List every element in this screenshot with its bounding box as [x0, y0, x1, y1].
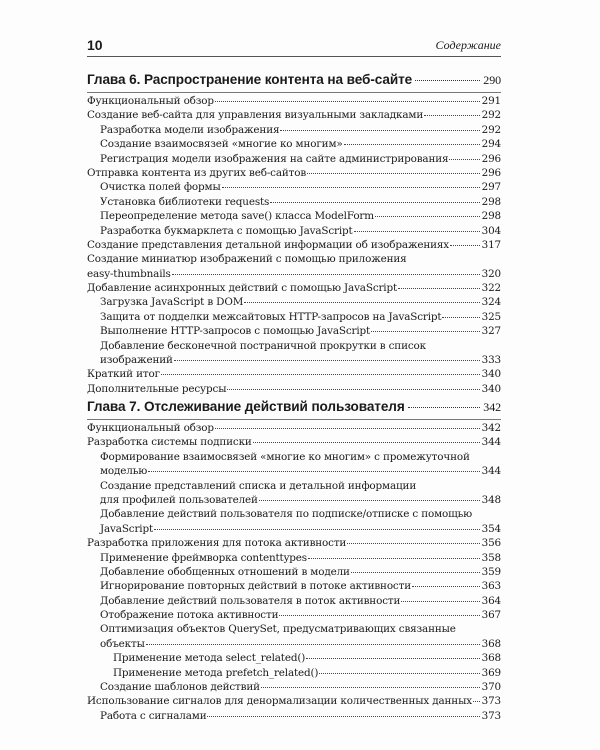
toc-entry	[87, 152, 501, 166]
toc-entry-page: 359	[481, 565, 501, 578]
chapter-rule	[87, 92, 501, 93]
toc-entry-page: 373	[481, 695, 501, 708]
leader-dots	[401, 601, 479, 602]
toc-entry-page: 294	[481, 138, 501, 151]
toc-entry-title: Отображение потока активности	[100, 609, 279, 622]
toc-entry-page: 292	[481, 123, 501, 136]
toc-entry-page: 358	[481, 551, 501, 564]
leader-dots	[408, 407, 481, 408]
toc-entry-page: 344	[481, 465, 501, 478]
toc-entry-title: Применение фреймворка contenttypes	[100, 551, 307, 564]
toc-entry-last-line	[87, 267, 501, 281]
toc-entry-title-line: JavaScript	[100, 522, 153, 535]
toc-entry-title: Добавление обобщенных отношений в модели	[100, 565, 350, 578]
toc-entry-title-line: Оптимизация объектов QuerySet, предусматривающих связанные	[100, 623, 456, 636]
toc-entry-title: Добавление асинхронных действий с помощью JavaScript	[87, 282, 398, 295]
leader-dots	[279, 615, 479, 616]
toc-entry-title: Выполнение HTTP-запросов с помощью JavaScript	[100, 325, 371, 338]
toc-entry-page: 367	[481, 609, 501, 622]
chapter-page: 290	[483, 73, 501, 87]
leader-dots	[344, 144, 480, 145]
leader-dots	[174, 360, 480, 361]
leader-dots	[307, 173, 480, 174]
toc-entry	[87, 579, 501, 593]
leader-dots	[207, 716, 479, 717]
toc-entry-title: Загрузка JavaScript в DOM	[100, 296, 244, 309]
toc-entry-page: 344	[481, 436, 501, 449]
leader-dots	[261, 687, 480, 688]
toc-entry-title: Создание веб-сайта для управления визуальными закладками	[87, 109, 424, 122]
toc-entry-page: 320	[481, 267, 501, 280]
toc-entry-title: Отправка контента из других веб-сайтов	[87, 166, 307, 179]
toc-entry	[87, 195, 501, 209]
toc-entry-title: Добавление действий пользователя в поток активности	[100, 594, 401, 607]
toc-entry-page: 327	[481, 325, 501, 338]
toc-entry	[87, 450, 501, 479]
leader-dots	[148, 471, 479, 472]
toc-entry-title-line: для профилей пользователей	[100, 493, 258, 506]
leader-dots	[161, 374, 480, 375]
toc-entry-title-line: Добавление действий пользователя по подписке/отписке с помощью	[100, 508, 473, 521]
toc-entry-last-line	[100, 637, 501, 651]
toc-entry	[87, 123, 501, 137]
toc-entry-title: Использование сигналов для денормализации количественных данных	[87, 695, 472, 708]
toc-entry-page: 298	[481, 210, 501, 223]
toc-entry	[87, 180, 501, 194]
chapter-title-text: Глава 6. Распространение контента на веб-сайте	[87, 72, 413, 87]
toc-entry-page: 333	[481, 354, 501, 367]
toc-entry-page: 297	[481, 181, 501, 194]
toc-entry-page: 363	[481, 580, 501, 593]
leader-dots	[244, 302, 479, 303]
toc-entry	[87, 565, 501, 579]
toc-entry-page: 292	[481, 109, 501, 122]
chapter-rule	[87, 419, 501, 420]
running-title: Содержание	[435, 38, 501, 52]
toc-entry	[87, 209, 501, 223]
leader-dots	[280, 130, 479, 131]
toc-entry	[87, 137, 501, 151]
toc-entry	[87, 224, 501, 238]
toc-entry	[87, 367, 501, 381]
leader-dots	[146, 644, 480, 645]
leader-dots	[172, 274, 480, 275]
toc-entry	[87, 680, 501, 694]
chapter-7-section	[87, 399, 501, 723]
toc-entry-title: Функциональный обзор	[87, 95, 214, 107]
toc-entry	[87, 594, 501, 608]
toc-entries	[87, 94, 501, 396]
page-number: 10	[87, 37, 103, 53]
toc-entry-last-line	[100, 493, 501, 507]
toc-entry-last-line	[100, 353, 501, 367]
toc-entry	[87, 166, 501, 180]
leader-dots	[351, 572, 480, 573]
toc-entry	[87, 252, 501, 281]
toc-entry-page: 368	[481, 637, 501, 650]
leader-dots	[253, 442, 480, 443]
toc-entry-last-line	[100, 464, 501, 478]
toc-entry-title-line: easy-thumbnails	[87, 267, 171, 280]
toc-entry-title: Разработка приложения для потока активности	[87, 537, 347, 550]
toc-entry	[87, 551, 501, 565]
toc-entries	[87, 421, 501, 723]
toc-entry-page: 298	[481, 195, 501, 208]
leader-dots	[154, 529, 480, 530]
toc-entry-page: 325	[481, 310, 501, 323]
leader-dots	[347, 543, 479, 544]
toc-entry-title: Создание представления детальной информации об изображениях	[87, 238, 450, 251]
toc-entry-title: Очистка полей формы	[100, 181, 221, 194]
toc-entry	[87, 108, 501, 122]
toc-entry-title-line: объекты	[100, 637, 145, 650]
toc-entry-page: 340	[481, 368, 501, 381]
toc-entry-page: 368	[481, 652, 501, 665]
toc-entry-title-line: Формирование взаимосвязей «многие ко многим» с промежуточной	[100, 450, 470, 463]
toc-entry-title-line: моделью	[100, 465, 148, 478]
toc-entry-title-line: изображений	[100, 354, 173, 367]
toc-entry	[87, 651, 501, 665]
leader-dots	[375, 216, 480, 217]
toc-entry-page: 373	[481, 709, 501, 722]
toc-entry-page: 324	[481, 296, 501, 309]
toc-entry	[87, 622, 501, 651]
toc-entry	[87, 295, 501, 309]
toc-entry-title: Дополнительные ресурсы	[87, 382, 227, 395]
toc-entry-title: Применение метода prefetch_related()	[113, 666, 319, 679]
toc-entry-page: 348	[481, 493, 501, 506]
page-header	[87, 37, 501, 53]
toc-entry	[87, 536, 501, 550]
leader-dots	[473, 701, 480, 702]
toc-entry-title-line: Создание представлений списка и детальной информации	[100, 479, 417, 492]
toc-entry-page: 317	[481, 238, 501, 251]
leader-dots	[412, 586, 480, 587]
leader-dots	[259, 500, 480, 501]
leader-dots	[308, 558, 480, 559]
toc-entry-title: Работа с сигналами	[100, 709, 207, 722]
header-rule	[87, 56, 501, 57]
toc-entry-page: 369	[481, 666, 501, 679]
toc-entry-title: Применение метода select_related()	[113, 652, 306, 665]
leader-dots	[354, 231, 480, 232]
leader-dots	[227, 389, 479, 390]
toc-entry	[87, 435, 501, 449]
toc-entry-page: 356	[481, 537, 501, 550]
toc-entry-title: Создание взаимосвязей «многие ко многим»	[100, 138, 343, 151]
chapter-page: 342	[483, 400, 501, 414]
toc-entry-title-line: Создание миниатюр изображений с помощью приложения	[87, 253, 407, 266]
toc-entry-title: Игнорирование повторных действий в потоке активности	[100, 580, 411, 593]
chapter-6-section	[87, 72, 501, 396]
leader-dots	[319, 673, 479, 674]
chapter-title-text: Глава 7. Отслеживание действий пользователя	[87, 399, 405, 414]
leader-dots	[270, 202, 479, 203]
toc-entry	[87, 281, 501, 295]
chapter-title	[87, 72, 501, 92]
toc-entry-page: 296	[481, 166, 501, 179]
leader-dots	[442, 317, 479, 318]
leader-dots	[449, 159, 479, 160]
toc-entry-last-line	[100, 522, 501, 536]
toc-entry-title: Установка библиотеки requests	[100, 195, 270, 208]
toc-entry-page: 364	[481, 594, 501, 607]
leader-dots	[371, 331, 480, 332]
chapter-title	[87, 399, 501, 419]
toc-entry	[87, 94, 501, 108]
leader-dots	[450, 245, 480, 246]
leader-dots	[215, 428, 480, 429]
toc-entry	[87, 479, 501, 508]
toc-entry	[87, 339, 501, 368]
toc-entry	[87, 238, 501, 252]
toc-entry	[87, 608, 501, 622]
toc-entry	[87, 507, 501, 536]
toc-entry-title-line: Добавление бесконечной постраничной прокрутки в список	[100, 339, 426, 352]
leader-dots	[398, 288, 480, 289]
toc-entry	[87, 709, 501, 723]
toc-entry-title: Краткий итог	[87, 368, 160, 381]
leader-dots	[306, 658, 479, 659]
leader-dots	[415, 80, 480, 81]
toc-entry-title: Переопределение метода save() класса ModelForm	[100, 210, 374, 223]
toc-entry-page: 340	[481, 382, 501, 395]
toc-entry-title: Разработка системы подписки	[87, 436, 252, 449]
toc-entry-title: Регистрация модели изображения на сайте администрирования	[100, 152, 449, 165]
toc-entry-page: 322	[481, 282, 501, 295]
toc-entry-title: Защита от подделки межсайтовых HTTP-запросов на JavaScript	[100, 310, 442, 323]
leader-dots	[215, 101, 480, 102]
toc-entry-page: 370	[481, 681, 501, 694]
toc-entry	[87, 421, 501, 435]
toc-entry	[87, 666, 501, 680]
toc-entry-page: 291	[481, 95, 501, 107]
toc-entry-page: 296	[481, 152, 501, 165]
toc-entry-title: Создание шаблонов действий	[100, 681, 260, 694]
leader-dots	[424, 115, 479, 116]
toc-entry	[87, 324, 501, 338]
toc-entry-page: 342	[481, 422, 501, 434]
toc-entry-page: 304	[481, 224, 501, 237]
toc-entry-title: Функциональный обзор	[87, 422, 214, 434]
toc-entry	[87, 310, 501, 324]
leader-dots	[222, 187, 480, 188]
toc-entry-page: 354	[481, 522, 501, 535]
toc-entry-title: Разработка модели изображения	[100, 123, 280, 136]
toc-entry-title: Разработка букмарклета с помощью JavaScript	[100, 224, 353, 237]
toc-entry	[87, 382, 501, 396]
toc-entry	[87, 694, 501, 708]
